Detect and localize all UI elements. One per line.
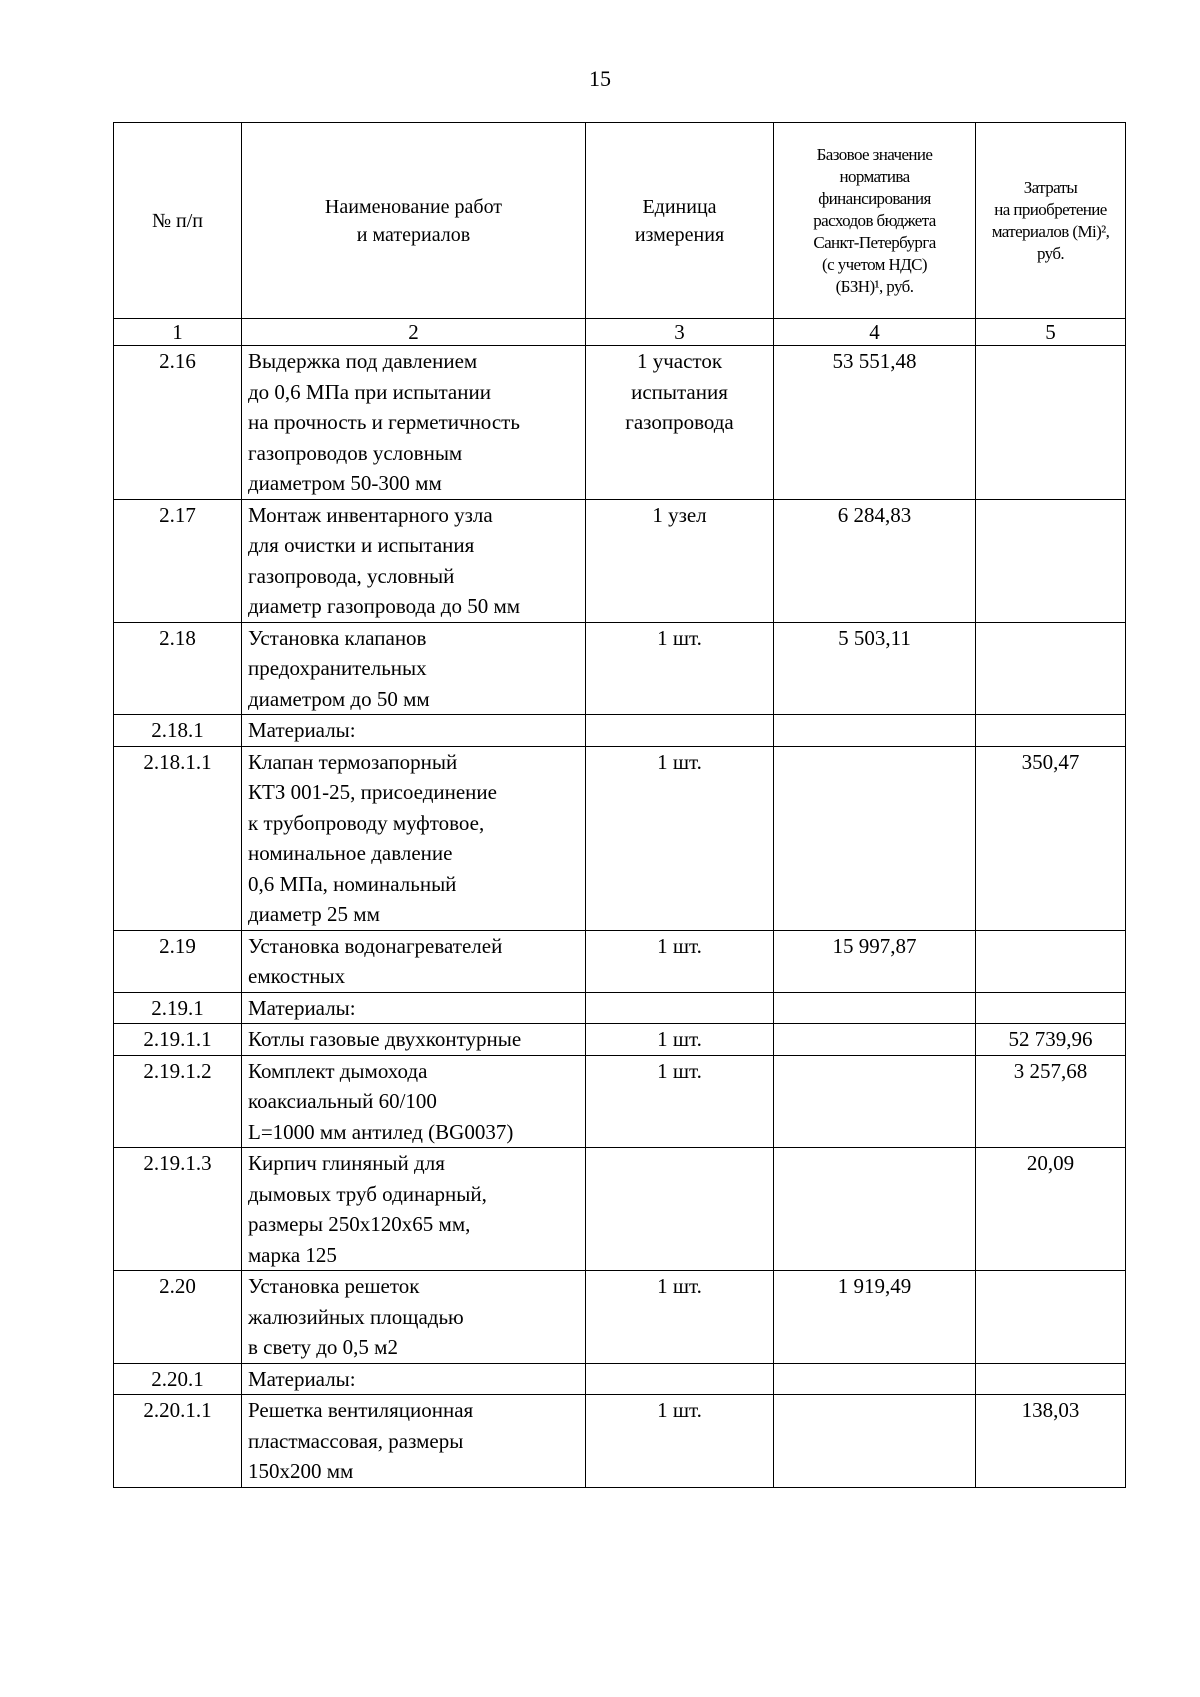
cell-base-value: 5 503,11 [774,622,976,715]
cell-work-name: Установка водонагревателей емкостных [242,930,586,992]
cell-unit [586,1363,774,1395]
cell-base-value [774,992,976,1024]
cell-material-cost: 52 739,96 [976,1024,1126,1056]
cell-material-cost [976,930,1126,992]
cell-row-number: 2.19.1.3 [114,1148,242,1271]
cell-material-cost [976,992,1126,1024]
cell-base-value [774,1148,976,1271]
column-number: 5 [976,319,1126,346]
cell-material-cost [976,715,1126,747]
cell-base-value [774,746,976,930]
cell-material-cost [976,1271,1126,1364]
table-row [114,930,1126,992]
cell-work-name: Материалы: [242,992,586,1024]
cell-row-number: 2.18 [114,622,242,715]
cell-work-name: Кирпич глиняный для дымовых труб одинарный, размеры 250х120х65 мм, марка 125 [242,1148,586,1271]
table-row [114,1395,1126,1488]
table-row [114,1363,1126,1395]
cell-unit: 1 шт. [586,746,774,930]
header-row [114,123,1126,319]
table-row [114,622,1126,715]
cell-material-cost: 3 257,68 [976,1055,1126,1148]
table-body [114,346,1126,1488]
cell-base-value [774,1055,976,1148]
cell-row-number: 2.19 [114,930,242,992]
table-row [114,746,1126,930]
cell-row-number: 2.19.1 [114,992,242,1024]
table-row [114,715,1126,747]
cell-unit: 1 участок испытания газопровода [586,346,774,500]
cell-row-number: 2.16 [114,346,242,500]
cell-work-name: Котлы газовые двухконтурные [242,1024,586,1056]
cell-base-value [774,1395,976,1488]
cell-material-cost [976,499,1126,622]
cell-unit: 1 шт. [586,1395,774,1488]
cell-work-name: Монтаж инвентарного узла для очистки и испытания газопровода, условный диаметр газопровода до 50 мм [242,499,586,622]
cell-unit [586,992,774,1024]
cell-material-cost [976,1363,1126,1395]
table-row [114,992,1126,1024]
cell-work-name: Клапан термозапорный КТЗ 001-25, присоединение к трубопроводу муфтовое, номинальное давление 0,6 МПа, номинальный диаметр 25 мм [242,746,586,930]
cell-row-number: 2.20.1.1 [114,1395,242,1488]
cell-unit [586,715,774,747]
table-row [114,1271,1126,1364]
cell-work-name: Установка клапанов предохранительных диаметром до 50 мм [242,622,586,715]
cell-row-number: 2.18.1 [114,715,242,747]
header-unit: Единица измерения [586,123,774,319]
cell-unit: 1 шт. [586,622,774,715]
cell-work-name: Материалы: [242,1363,586,1395]
column-number: 1 [114,319,242,346]
cell-unit: 1 шт. [586,1271,774,1364]
cell-unit: 1 узел [586,499,774,622]
column-number: 4 [774,319,976,346]
header-work-name: Наименование работ и материалов [242,123,586,319]
cell-row-number: 2.20 [114,1271,242,1364]
cell-row-number: 2.19.1.2 [114,1055,242,1148]
cell-unit [586,1148,774,1271]
cell-unit: 1 шт. [586,1024,774,1056]
cell-row-number: 2.17 [114,499,242,622]
cell-material-cost: 350,47 [976,746,1126,930]
header-row-number: № п/п [114,123,242,319]
table-row [114,499,1126,622]
cell-work-name: Решетка вентиляционная пластмассовая, размеры 150х200 мм [242,1395,586,1488]
cell-unit: 1 шт. [586,1055,774,1148]
cell-material-cost: 138,03 [976,1395,1126,1488]
table-row [114,1024,1126,1056]
cell-material-cost: 20,09 [976,1148,1126,1271]
cell-base-value [774,715,976,747]
table-row [114,1148,1126,1271]
cell-row-number: 2.19.1.1 [114,1024,242,1056]
cell-work-name: Выдержка под давлением до 0,6 МПа при испытании на прочность и герметичность газопроводов условным диаметром 50-300 мм [242,346,586,500]
table-row [114,346,1126,500]
header-material-cost: Затраты на приобретение материалов (Mi)², руб. [976,123,1126,319]
cell-base-value: 53 551,48 [774,346,976,500]
column-number-row [114,319,1126,346]
cell-base-value [774,1363,976,1395]
column-number: 3 [586,319,774,346]
financing-norms-table [113,122,1126,1488]
cell-row-number: 2.18.1.1 [114,746,242,930]
cell-work-name: Установка решеток жалюзийных площадью в свету до 0,5 м2 [242,1271,586,1364]
header-base-value: Базовое значение норматива финансирования расходов бюджета Санкт-Петербурга (с учетом НДС) (БЗН)¹, руб. [774,123,976,319]
cell-material-cost [976,346,1126,500]
cell-work-name: Материалы: [242,715,586,747]
cell-row-number: 2.20.1 [114,1363,242,1395]
column-number: 2 [242,319,586,346]
table-row [114,1055,1126,1148]
cell-base-value: 6 284,83 [774,499,976,622]
page-number: 15 [589,66,611,91]
cell-work-name: Комплект дымохода коаксиальный 60/100 L=1000 мм антилед (BG0037) [242,1055,586,1148]
cell-unit: 1 шт. [586,930,774,992]
cell-base-value [774,1024,976,1056]
cell-material-cost [976,622,1126,715]
cell-base-value: 1 919,49 [774,1271,976,1364]
cell-base-value: 15 997,87 [774,930,976,992]
